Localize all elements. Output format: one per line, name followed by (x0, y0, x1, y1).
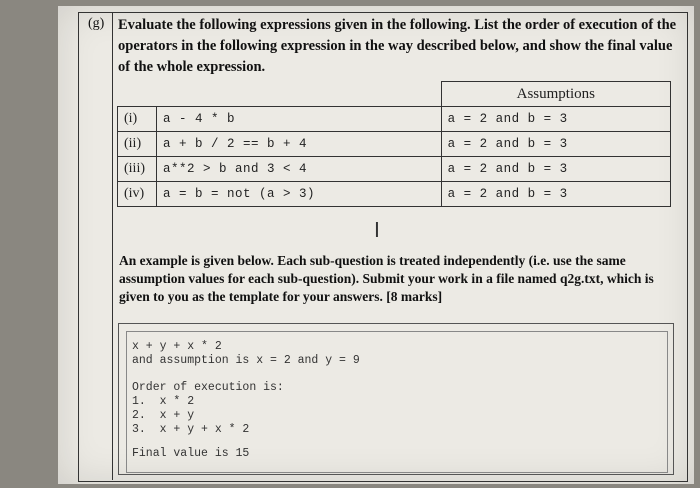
table-row (118, 132, 671, 157)
example-step: 1. x * 2 (132, 395, 195, 408)
question-intro: Evaluate the following expressions given in the following. List the order of execution of the operators in the following expression in the way described below, and show the final value of the whole expression. (118, 17, 677, 75)
example-step: 3. x + y + x * 2 (132, 423, 250, 436)
row-assumption: a = 2 and b = 3 (441, 132, 670, 157)
instructions-paragraph (119, 252, 679, 306)
instructions-part1: An example is given below. Each sub-question is treated independently (i.e. use the same assumption values for each sub-question). Submit your work in a file named (119, 253, 626, 286)
row-expression: a + b / 2 == b + 4 (157, 132, 442, 157)
row-number: (iii) (118, 157, 157, 182)
text-cursor-icon: I (374, 218, 380, 242)
table-row (118, 157, 671, 182)
row-expression: a = b = not (a > 3) (157, 182, 442, 207)
row-number: (i) (118, 107, 157, 132)
row-number: (iv) (118, 182, 157, 207)
example-expression: x + y + x * 2 (132, 340, 222, 353)
instructions-filename: q2g.txt (559, 271, 601, 286)
row-number: (ii) (118, 132, 157, 157)
table-row (118, 107, 671, 132)
row-assumption: a = 2 and b = 3 (441, 157, 670, 182)
column-divider (112, 12, 113, 480)
assumptions-header: Assumptions (441, 82, 670, 107)
expressions-table (117, 81, 671, 207)
example-step: 2. x + y (132, 409, 195, 422)
example-assumption: and assumption is x = 2 and y = 9 (132, 354, 360, 367)
row-assumption: a = 2 and b = 3 (441, 107, 670, 132)
row-expression: a**2 > b and 3 < 4 (157, 157, 442, 182)
row-assumption: a = 2 and b = 3 (441, 182, 670, 207)
question-label: (g) (88, 16, 105, 31)
instructions-part2: , which is given to you as the template for your answers. [8 marks] (119, 271, 654, 304)
table-header-row (118, 82, 671, 107)
row-expression: a - 4 * b (157, 107, 442, 132)
example-order-title: Order of execution is: (132, 381, 284, 394)
table-row (118, 182, 671, 207)
example-final-value: Final value is 15 (132, 447, 250, 460)
